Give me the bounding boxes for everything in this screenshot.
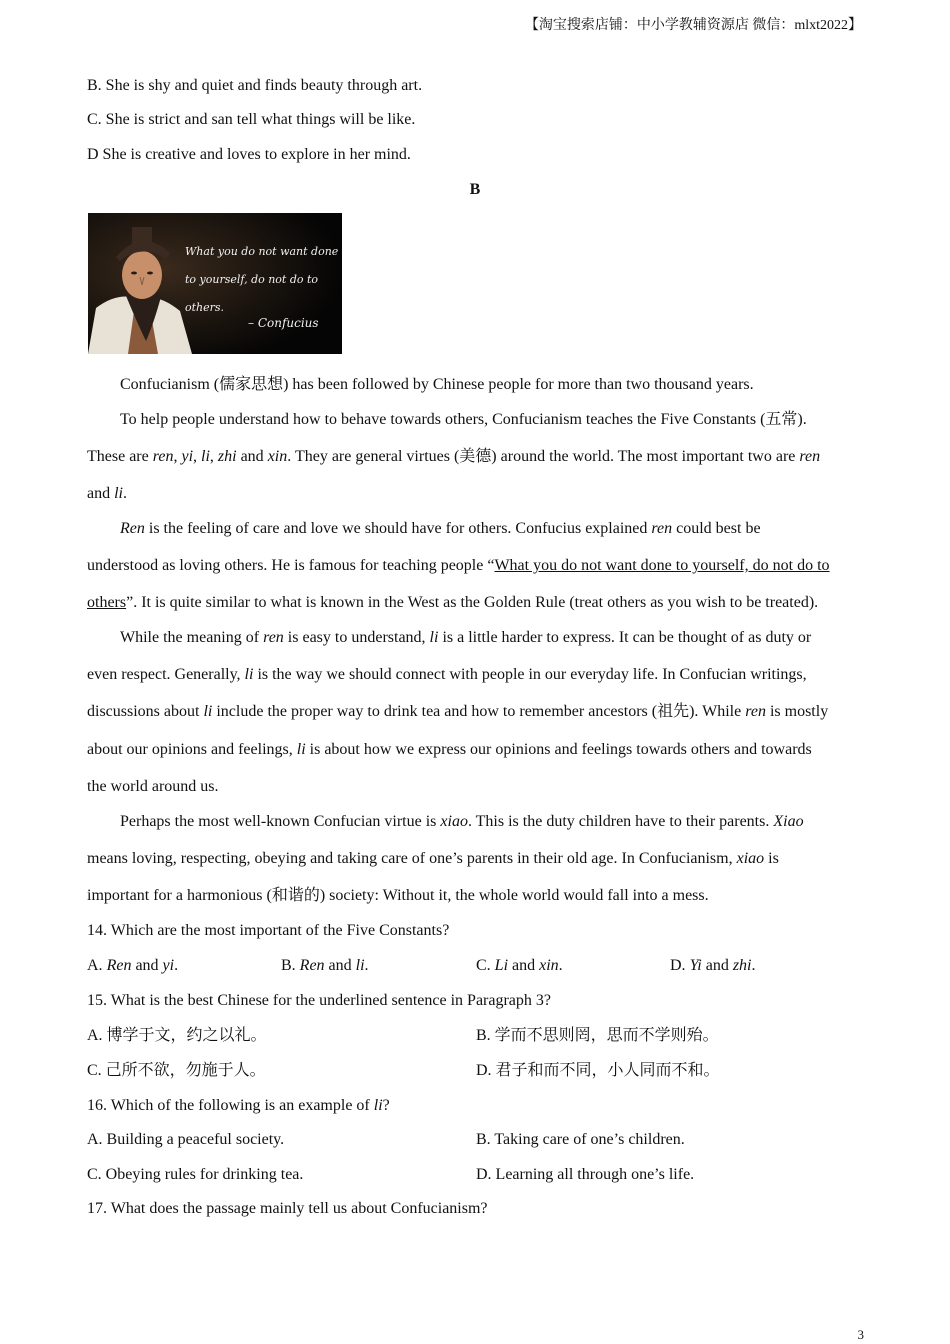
paragraph-5-line-3: important for a harmonious (和谐的) society: Without it, the whole world would fall into a mess. (87, 887, 709, 904)
question-16: 16. Which of the following is an example of li? (87, 1097, 390, 1114)
q15-option-a: A. 博学于文，约之以礼。 (87, 1027, 267, 1044)
page-header: 【淘宝搜索店铺：中小学教辅资源店 微信：mlxt2022】 (524, 18, 862, 33)
paragraph-3-line-1: Ren is the feeling of care and love we should have for others. Confucius explained ren could best be (120, 520, 761, 537)
paragraph-3-line-2: understood as loving others. He is famous for teaching people “What you do not want done to yourself, do not do to (87, 557, 830, 574)
confucius-image (88, 213, 342, 354)
q14-option-d: D. Yi and zhi. (670, 957, 756, 974)
paragraph-2-line-2: These are ren, yi, li, zhi and xin. They are general virtues (美德) around the world. The most important two are ren (87, 448, 821, 465)
paragraph-1: Confucianism (儒家思想) has been followed by Chinese people for more than two thousand years. (120, 376, 754, 393)
option-c-prev: C. She is strict and san tell what things will be like. (87, 111, 416, 128)
option-d-prev: D She is creative and loves to explore in her mind. (87, 146, 411, 163)
paragraph-4-line-5: the world around us. (87, 778, 219, 795)
paragraph-4-line-3: discussions about li include the proper way to drink tea and how to remember ancestors (祖先). While ren is mostly (87, 703, 829, 720)
question-14: 14. Which are the most important of the Five Constants? (87, 922, 450, 939)
page-number: 3 (857, 1327, 864, 1342)
q16-option-b: B. Taking care of one’s children. (476, 1131, 685, 1148)
question-15: 15. What is the best Chinese for the underlined sentence in Paragraph 3? (87, 992, 552, 1009)
paragraph-2-line-1: To help people understand how to behave towards others, Confucianism teaches the Five Constants (五常). (120, 411, 807, 428)
quote-line-2: to yourself, do not do to others. (185, 273, 319, 314)
q14-option-a: A. Ren and yi. (87, 957, 179, 974)
paragraph-4-line-4: about our opinions and feelings, li is about how we express our opinions and feelings towards others and towards (87, 741, 812, 758)
paragraph-2-line-3: and li. (87, 485, 127, 502)
quote-author: – Confucius (248, 316, 319, 330)
question-17: 17. What does the passage mainly tell us about Confucianism? (87, 1200, 488, 1217)
paragraph-4-line-1: While the meaning of ren is easy to understand, li is a little harder to express. It can be thought of as duty or (120, 629, 812, 646)
paragraph-3-line-3: others”. It is quite similar to what is known in the West as the Golden Rule (treat others as you wish to be treated). (87, 594, 819, 611)
q14-option-c: C. Li and xin. (476, 957, 563, 974)
quote-text (185, 238, 342, 322)
paragraph-4-line-2: even respect. Generally, li is the way we should connect with people in our everyday life. In Confucian writings, (87, 666, 807, 683)
q16-option-a: A. Building a peaceful society. (87, 1131, 285, 1148)
paragraph-5-line-1: Perhaps the most well-known Confucian virtue is xiao. This is the duty children have to their parents. Xiao (120, 813, 804, 830)
q16-option-d: D. Learning all through one’s life. (476, 1166, 695, 1183)
section-title: B (469, 181, 481, 198)
paragraph-5-line-2: means loving, respecting, obeying and taking care of one’s parents in their old age. In Confucianism, xiao is (87, 850, 779, 867)
q15-option-b: B. 学而不思则罔，思而不学则殆。 (476, 1027, 719, 1044)
q14-option-b: B. Ren and li. (281, 957, 369, 974)
option-b-prev: B. She is shy and quiet and finds beauty through art. (87, 77, 423, 94)
q15-option-c: C. 己所不欲，勿施于人。 (87, 1062, 266, 1079)
q16-option-c: C. Obeying rules for drinking tea. (87, 1166, 304, 1183)
quote-line-1: What you do not want done (185, 245, 339, 258)
q15-option-d: D. 君子和而不同，小人同而不和。 (476, 1062, 720, 1079)
underlined-sentence: What you do not want done to yourself, do not do to (494, 557, 830, 574)
